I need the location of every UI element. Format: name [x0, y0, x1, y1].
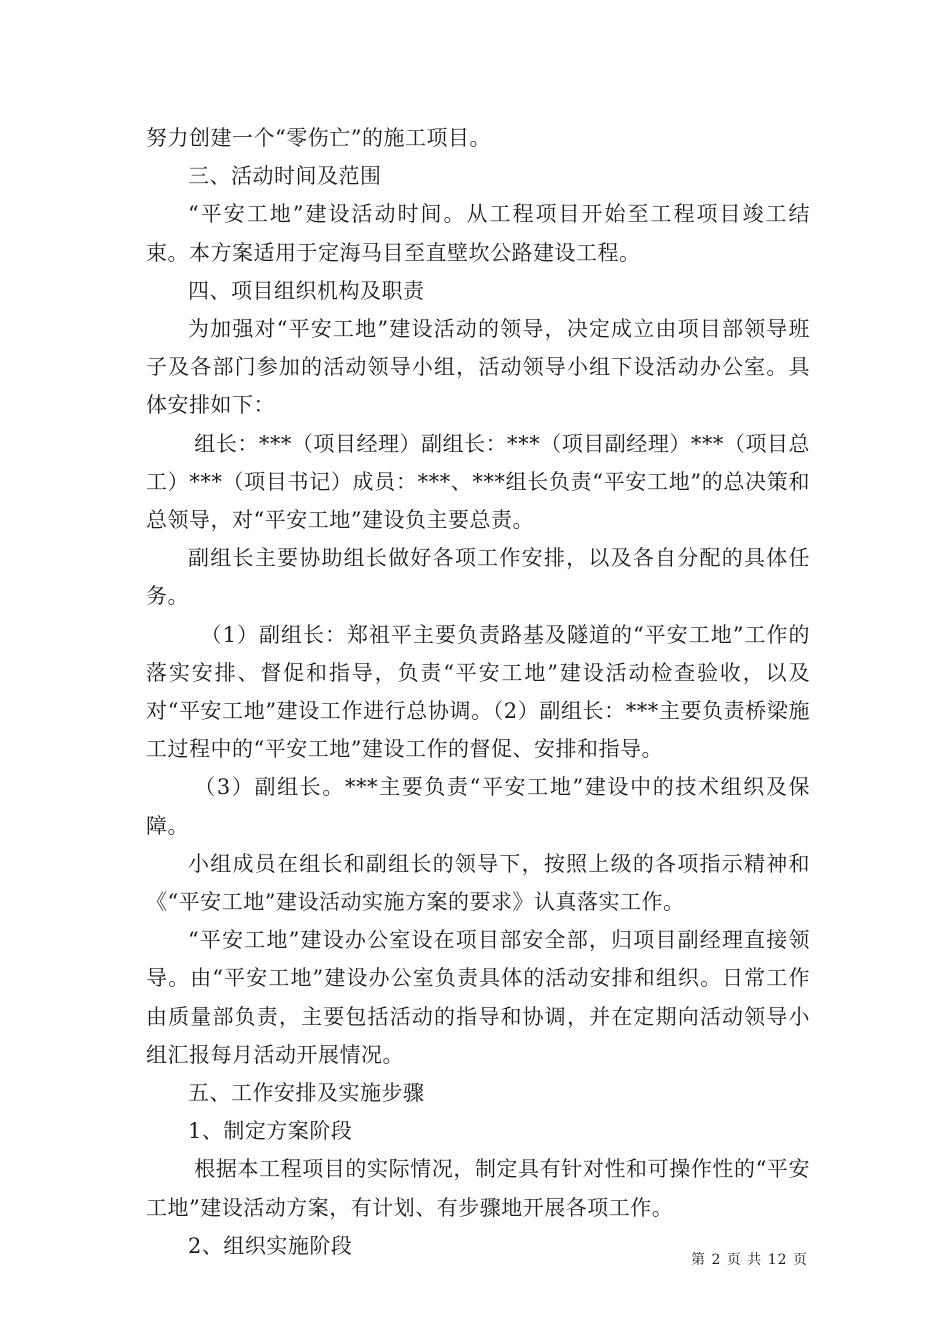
paragraph-members: 小组成员在组长和副组长的领导下，按照上级的各项指示精神和《“平安工地”建设活动实施方案的要求》认真落实工作。 [146, 851, 810, 915]
section-heading-3: 三、活动时间及范围 [188, 164, 382, 189]
page-number-footer: 第 2 页 共 12 页 [691, 1252, 808, 1268]
paragraph-deputy-duties: 副组长主要协助组长做好各项工作安排，以及各自分配的具体任务。 [146, 546, 810, 609]
paragraph-office: “平安工地”建设办公室设在项目部安全部，归项目副经理直接领导。由“平安工地”建设办公室负责具体的活动安排和组织。日常工作由质量部负责，主要包括活动的指导和协调，并在定期向活动领导小组汇报每月活动开展情况。 [146, 928, 810, 1067]
section-heading-5: 五、工作安排及实施步骤 [188, 1081, 425, 1106]
paragraph-deputy-1-2: （1）副组长：郑祖平主要负责路基及隧道的“平安工地”工作的落实安排、督促和指导，负责“平安工地”建设活动检查验收，以及对“平安工地”建设工作进行总协调。（2）副组长：***主要负责桥梁施工过程中的“平安工地”建设工作的督促、安排和指导。 [146, 622, 810, 762]
section-heading-4: 四、项目组织机构及职责 [188, 278, 425, 303]
document-body [146, 119, 810, 1265]
paragraph-activity-time: “平安工地”建设活动时间。从工程项目开始至工程项目竣工结束。本方案适用于定海马目至直壁坎公路建设工程。 [146, 202, 810, 265]
paragraph-continuation: 努力创建一个“零伤亡”的施工项目。 [146, 126, 491, 150]
paragraph-deputy-3: （3）副组长。***主要负责“平安工地”建设中的技术组织及保障。 [146, 775, 810, 838]
step-heading-2: 2、组织实施阶段 [188, 1233, 353, 1258]
paragraph-plan-stage: 根据本工程项目的实际情况，制定具有针对性和可操作性的“平安工地”建设活动方案，有计划、有步骤地开展各项工作。 [146, 1157, 810, 1220]
paragraph-group-leader: 组长：***（项目经理）副组长：***（项目副经理）***（项目总工）***（项目书记）成员：***、***组长负责“平安工地”的总决策和总领导，对“平安工地”建设负主要总责。 [146, 431, 810, 533]
paragraph-leadership: 为加强对“平安工地”建设活动的领导，决定成立由项目部领导班子及各部门参加的活动领导小组，活动领导小组下设活动办公室。具体安排如下： [146, 317, 810, 418]
step-heading-1: 1、制定方案阶段 [188, 1119, 353, 1144]
